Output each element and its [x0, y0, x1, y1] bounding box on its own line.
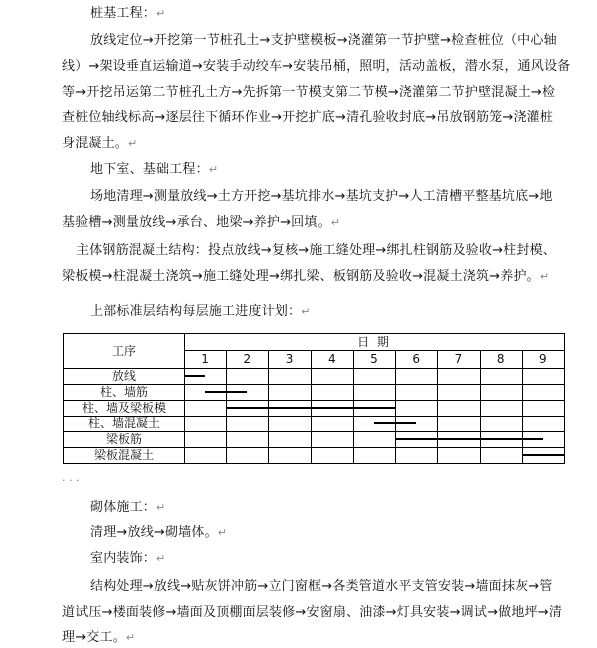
masonry-line: 清理→放线→砌墙体。↵ — [90, 525, 228, 540]
decor-line-1: 结构处理→放线→贴灰饼冲筋→立门窗框→各类管道水平支管安装→墙面抹灰→管 — [90, 579, 553, 594]
pile-line-2: 线）→架设垂直运输道→安装手动绞车→安装吊桶，照明，活动盖板，潜水泵，通风设备 — [62, 59, 571, 74]
task-bar — [522, 454, 564, 456]
table-divider — [395, 350, 396, 463]
task-bar — [374, 422, 416, 424]
decor-section-title: 室内装饰：↵ — [90, 551, 166, 566]
task-name: 梁板混凝土 — [93, 448, 154, 463]
day-header: 3 — [285, 352, 294, 366]
main-structure-line-1: 主体钢筋混凝土结构：投点放线→复核→施工缝处理→绑扎柱钢筋及验收→柱封模、 — [76, 243, 556, 258]
basement-section-title: 地下室、基础工程：↵ — [90, 162, 219, 177]
day-header: 8 — [496, 352, 505, 366]
schedule-title: 上部标准层结构每层施工进度计划：↵ — [90, 304, 311, 319]
day-header: 1 — [201, 352, 209, 366]
schedule-table — [63, 333, 565, 464]
paragraph-dots: · · · — [62, 474, 80, 487]
decor-line-3: 理→交工。↵ — [62, 630, 136, 645]
day-header: 4 — [327, 352, 336, 366]
main-structure-line-2: 梁板模→柱混凝土浇筑→施工缝处理→绑扎梁、板钢筋及验收→混凝土浇筑→养护。↵ — [62, 269, 550, 284]
table-divider — [480, 350, 481, 463]
day-header: 6 — [412, 352, 421, 366]
basement-line-1: 场地清理→测量放线→土方开挖→基坑排水→基坑支护→人工清槽平整基坑底→地 — [90, 189, 553, 204]
task-bar — [205, 391, 247, 393]
process-header: 工序 — [111, 344, 136, 358]
task-bar — [395, 438, 543, 440]
pile-line-3: 等→开挖吊运第二节桩孔土方→先拆第一节模支第二节模→浇灌第二节护壁混凝土→检 — [62, 85, 556, 100]
task-name: 梁板筋 — [105, 432, 142, 447]
pile-line-1: 放线定位→开挖第一节桩孔土→支护壁模板→浇灌第一节护壁→检查桩位（中心轴 — [90, 33, 557, 48]
table-divider — [437, 350, 438, 463]
pile-section-title: 桩基工程：↵ — [90, 6, 166, 21]
task-bar — [226, 407, 395, 409]
basement-line-2: 基验槽→测量放线→承台、地梁→养护→回填。↵ — [62, 215, 341, 230]
day-header: 9 — [539, 352, 547, 366]
task-name: 柱、墙及梁板模 — [81, 400, 166, 415]
day-header: 2 — [243, 352, 252, 366]
pile-line-4: 查桩位轴线标高→逐层往下循环作业→开挖扩底→清孔验收封底→吊放钢筋笼→浇灌桩 — [62, 110, 554, 125]
task-bar — [184, 375, 205, 377]
pile-line-5: 身混凝土。↵ — [62, 136, 138, 151]
masonry-section-title: 砌体施工：↵ — [90, 500, 166, 515]
date-header: 日 期 — [357, 335, 391, 349]
day-header: 7 — [454, 352, 463, 366]
table-divider — [522, 350, 523, 463]
task-name: 柱、墙筋 — [99, 384, 148, 399]
decor-line-2: 道试压→楼面装修→墙面及顶棚面层装修→安窗扇、油漆→灯具安装→调试→做地坪→清 — [62, 605, 563, 620]
task-name: 柱、墙混凝土 — [87, 416, 160, 431]
table-divider — [184, 350, 564, 351]
task-name: 放线 — [111, 368, 136, 383]
day-header: 5 — [370, 352, 378, 366]
